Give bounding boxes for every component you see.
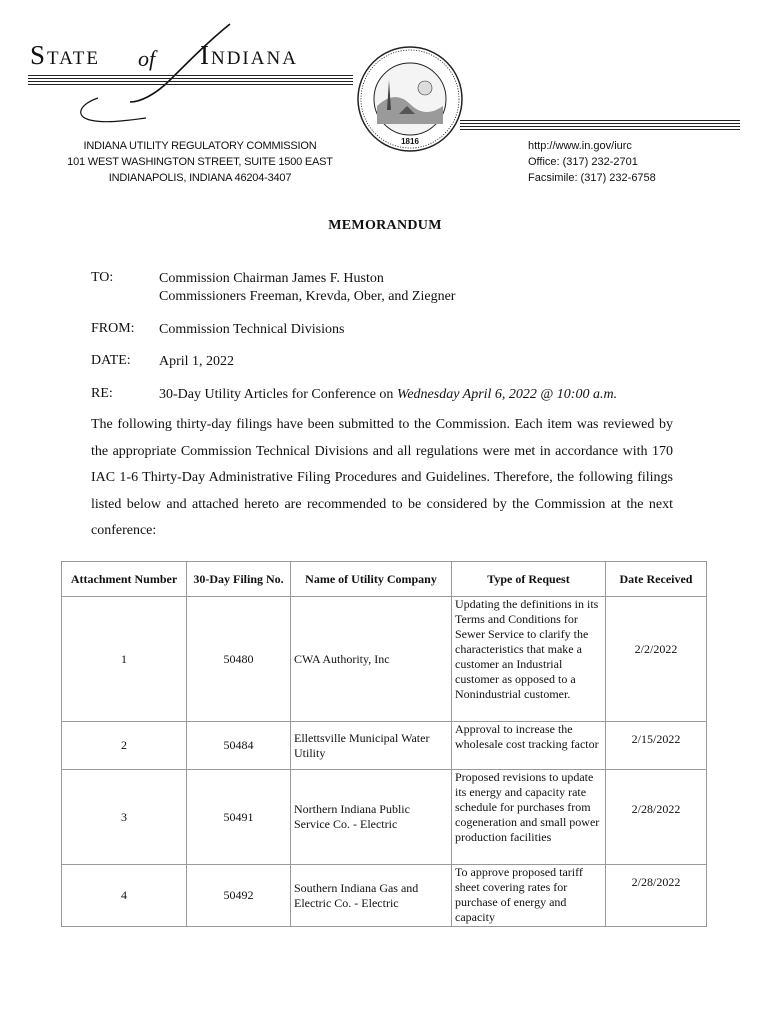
cell-utility: Southern Indiana Gas and Electric Co. - Electric: [291, 865, 452, 927]
memo-body: The following thirty-day filings have been submitted to the Commission. Each item was reviewed by the appropriate Commission Technical Divisions and all regulations were met in accordance with 170 IAC 1-6 Thirty-Day Administrative Filing Procedures and Guidelines. Therefore, the following filings listed below and attached hereto are recommended to be considered by the Commission at the next conference:: [91, 417, 673, 538]
to-line-commissioners: Commissioners Freeman, Krevda, Ober, and Ziegner: [159, 289, 456, 304]
cell-filing-no: 50480: [187, 597, 291, 722]
header-filing-no: 30-Day Filing No.: [187, 562, 291, 597]
cell-attachment: 3: [62, 770, 187, 865]
header-utility-company: Name of Utility Company: [291, 562, 452, 597]
table-row: [62, 722, 707, 770]
re-value-italic: Wednesday April 6, 2022 @ 10:00 a.m.: [396, 387, 618, 402]
letterhead-of-word: of: [138, 46, 156, 71]
contact-office: Office: (317) 232-2701: [528, 156, 638, 168]
commission-street: 101 WEST WASHINGTON STREET, SUITE 1500 EAST: [67, 156, 333, 168]
commission-name: INDIANA UTILITY REGULATORY COMMISSION: [83, 140, 317, 152]
cell-request: Approval to increase the wholesale cost tracking factor: [452, 722, 606, 770]
date-value: April 1, 2022: [159, 354, 235, 369]
table-header-row: [62, 562, 707, 597]
table-row: [62, 865, 707, 927]
re-label: RE:: [91, 386, 113, 401]
from-label: FROM:: [91, 321, 135, 336]
filings-table: [61, 561, 707, 927]
contact-block: [528, 138, 748, 186]
from-value: Commission Technical Divisions: [159, 322, 345, 337]
memo-title: MEMORANDUM: [328, 218, 442, 233]
state-seal-icon: [355, 44, 465, 154]
letterhead-state-word: State: [30, 40, 100, 70]
date-label: DATE:: [91, 353, 131, 368]
letterhead-rules-right: [460, 120, 740, 134]
cell-date: 2/15/2022: [606, 722, 707, 770]
cell-attachment: 1: [62, 597, 187, 722]
to-value: [159, 270, 455, 306]
re-value-plain: 30-Day Utility Articles for Conference on: [159, 387, 397, 402]
commission-city: INDIANAPOLIS, INDIANA 46204-3407: [108, 172, 292, 184]
cell-request: Proposed revisions to update its energy and capacity rate schedule for purchases from cogeneration and small power production facilities: [452, 770, 606, 865]
cell-utility: Ellettsville Municipal Water Utility: [291, 722, 452, 770]
cell-request: Updating the definitions in its Terms and Conditions for Sewer Service to clarify the characteristics that make a customer an Industrial customer as opposed to a Nonindustrial customer.: [452, 597, 606, 722]
cell-utility: CWA Authority, Inc: [291, 597, 452, 722]
letterhead-rules-left: [28, 75, 353, 89]
cell-date: 2/28/2022: [606, 770, 707, 865]
table-row: [62, 770, 707, 865]
contact-fax: Facsimile: (317) 232-6758: [528, 172, 656, 184]
header-attachment-number: Attachment Number: [62, 562, 187, 597]
re-value: [159, 386, 617, 404]
cell-utility: Northern Indiana Public Service Co. - Electric: [291, 770, 452, 865]
cell-attachment: 2: [62, 722, 187, 770]
cell-filing-no: 50492: [187, 865, 291, 927]
header-type-of-request: Type of Request: [452, 562, 606, 597]
cell-filing-no: 50491: [187, 770, 291, 865]
cell-date: 2/28/2022: [606, 865, 707, 927]
table-row: [62, 597, 707, 722]
cell-date: 2/2/2022: [606, 597, 707, 722]
to-line-chairman: Commission Chairman James F. Huston: [159, 271, 384, 286]
header-date-received: Date Received: [606, 562, 707, 597]
cell-attachment: 4: [62, 865, 187, 927]
commission-address-block: [40, 138, 360, 186]
cell-filing-no: 50484: [187, 722, 291, 770]
contact-website: http://www.in.gov/iurc: [528, 140, 632, 152]
seal-year: 1816: [401, 137, 419, 146]
cell-request: To approve proposed tariff sheet covering rates for purchase of energy and capacity: [452, 865, 606, 927]
to-label: TO:: [91, 270, 114, 285]
letterhead-indiana-word: Indiana: [200, 40, 298, 70]
